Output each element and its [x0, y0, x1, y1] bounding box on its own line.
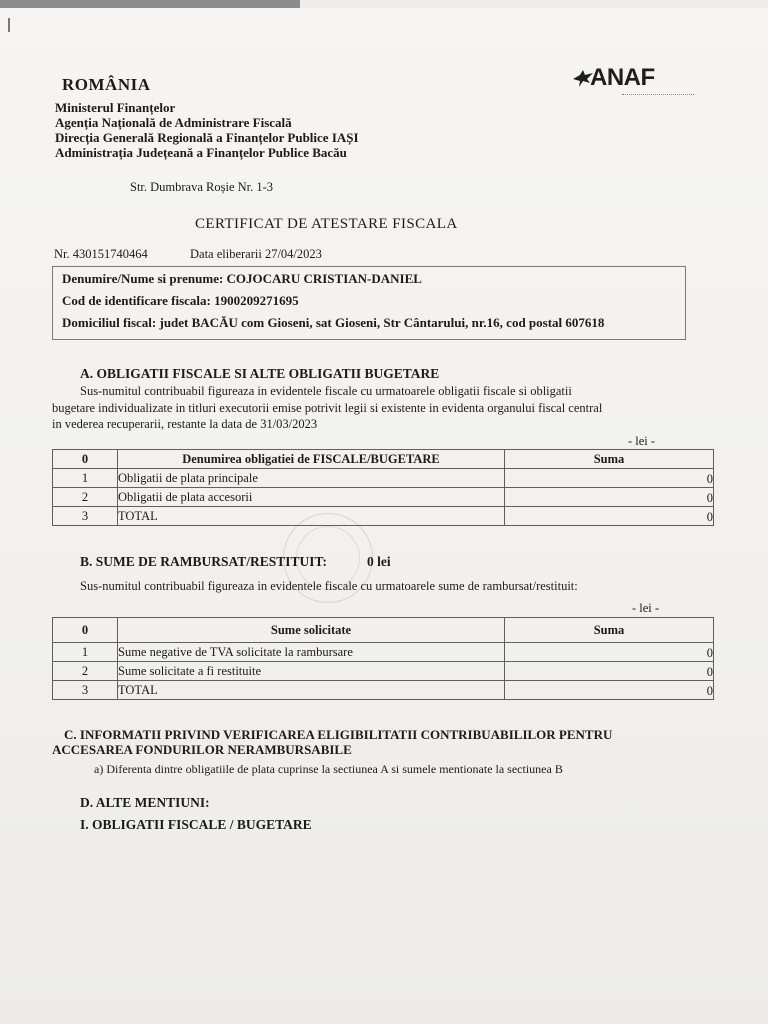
- row-name: TOTAL: [118, 507, 505, 526]
- row-amount: 0: [505, 681, 714, 700]
- table-row: [53, 681, 714, 700]
- row-amount: 0: [505, 662, 714, 681]
- section-b-title-value: 0 lei: [367, 554, 391, 569]
- section-d-item-1: I. OBLIGATII FISCALE / BUGETARE: [80, 817, 312, 832]
- certificate-number: Nr. 430151740464: [54, 247, 148, 261]
- col-header-name: Sume solicitate: [118, 618, 505, 643]
- anaf-logo-text: ANAF: [590, 64, 655, 91]
- row-nr: 2: [53, 488, 118, 507]
- issue-date: Data eliberarii 27/04/2023: [190, 247, 322, 261]
- section-a-title: A. OBLIGATII FISCALE SI ALTE OBLIGATII BUGETARE: [80, 366, 440, 381]
- row-nr: 2: [53, 662, 118, 681]
- col-header-nr: 0: [53, 618, 118, 643]
- row-nr: 3: [53, 681, 118, 700]
- row-name: Sume negative de TVA solicitate la rambursare: [118, 643, 505, 662]
- certificate-title: CERTIFICAT DE ATESTARE FISCALA: [195, 216, 458, 232]
- row-name: Obligatii de plata principale: [118, 469, 505, 488]
- table-row: [53, 488, 714, 507]
- table-row: [53, 643, 714, 662]
- section-a-currency: - lei -: [628, 434, 656, 448]
- logo-tagline: [622, 94, 694, 98]
- scan-mark: [8, 18, 10, 32]
- section-b-currency: - lei -: [632, 601, 660, 615]
- table-header-row: [53, 618, 714, 643]
- table-header-row: [53, 450, 714, 469]
- row-amount: 0: [505, 507, 714, 526]
- institution-line-4: Administrația Județeană a Finanțelor Publice Bacău: [55, 145, 347, 160]
- taxpayer-domicile: Domiciliul fiscal: judet BACĂU com Gioseni, sat Gioseni, Str Cântarului, nr.16, cod postal 607618: [62, 315, 605, 330]
- row-amount: 0: [505, 488, 714, 507]
- row-nr: 3: [53, 507, 118, 526]
- section-b-table: [52, 617, 714, 700]
- anaf-logo: [572, 64, 708, 104]
- table-row: [53, 507, 714, 526]
- scan-top-edge: [0, 0, 300, 8]
- section-a-text-3: in vederea recuperarii, restante la data de 31/03/2023: [52, 417, 318, 431]
- section-c-item-a: a) Diferenta dintre obligatiile de plata cuprinse la sectiunea A si sumele mentionate la sectiunea B: [94, 762, 563, 776]
- institution-line-1: Ministerul Finanțelor: [55, 100, 176, 115]
- row-nr: 1: [53, 469, 118, 488]
- country-heading: ROMÂNIA: [62, 75, 151, 94]
- row-amount: 0: [505, 643, 714, 662]
- col-header-nr: 0: [53, 450, 118, 469]
- section-a-table: [52, 449, 714, 526]
- section-d-title: D. ALTE MENTIUNI:: [80, 795, 210, 810]
- section-a-text-1: Sus-numitul contribuabil figureaza in evidentele fiscale cu urmatoarele obligatii fiscale si obligatii: [80, 384, 572, 398]
- section-b-title: B. SUME DE RAMBURSAT/RESTITUIT:: [80, 554, 328, 569]
- taxpayer-name: Denumire/Nume si prenume: COJOCARU CRISTIAN-DANIEL: [62, 271, 422, 286]
- col-header-name: Denumirea obligatiei de FISCALE/BUGETARE: [118, 450, 505, 469]
- institution-line-3: Direcția Generală Regională a Finanțelor Publice IAȘI: [55, 130, 359, 145]
- col-header-amount: Suma: [505, 450, 714, 469]
- institution-line-2: Agenția Națională de Administrare Fiscală: [55, 115, 292, 130]
- row-amount: 0: [505, 469, 714, 488]
- table-row: [53, 469, 714, 488]
- taxpayer-cif: Cod de identificare fiscala: 1900209271695: [62, 293, 299, 308]
- table-row: [53, 662, 714, 681]
- row-name: Obligatii de plata accesorii: [118, 488, 505, 507]
- office-address: Str. Dumbrava Roșie Nr. 1-3: [130, 180, 274, 194]
- row-nr: 1: [53, 643, 118, 662]
- row-name: Sume solicitate a fi restituite: [118, 662, 505, 681]
- section-c-title-line-2: ACCESAREA FONDURILOR NERAMBURSABILE: [52, 742, 352, 757]
- row-name: TOTAL: [118, 681, 505, 700]
- section-c-title-line-1: C. INFORMATII PRIVIND VERIFICAREA ELIGIBILITATII CONTRIBUABILILOR PENTRU: [64, 727, 613, 742]
- col-header-amount: Suma: [505, 618, 714, 643]
- section-b-text: Sus-numitul contribuabil figureaza in evidentele fiscale cu urmatoarele sume de rambursat/restituit:: [80, 579, 578, 593]
- section-a-text-2: bugetare individualizate in titluri executorii emise potrivit legii si existente in evidenta organului fiscal central: [52, 401, 603, 415]
